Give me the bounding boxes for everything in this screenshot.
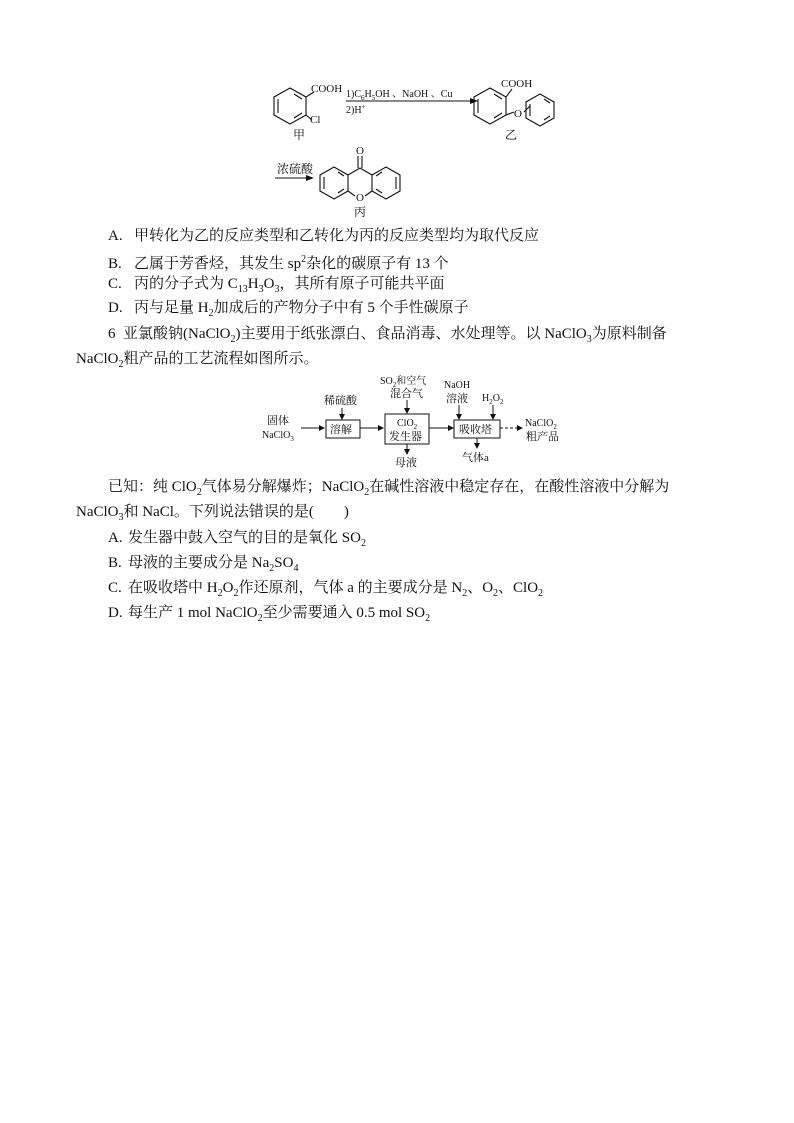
compound-yi bbox=[474, 88, 554, 126]
flow-product-chem: NaClO$_2$ bbox=[525, 418, 557, 431]
known-line1: 已知：纯 ClO$_2$气体易分解爆炸；NaClO$_2$在碱性溶液中稳定存在，在酸性溶液中分解为 bbox=[108, 479, 670, 498]
arrow2-conditions: 浓硫酸 bbox=[277, 162, 314, 176]
q6-option-d: D. 每生产 1 mol NaClO$_2$至少需要通入 0.5 mol $SO_2$ bbox=[108, 605, 431, 624]
bing-carbonyl-o: O bbox=[356, 145, 364, 157]
jia-cl: Cl bbox=[310, 114, 321, 126]
arrow1-conditions: $1)C_6H_5OH$ 、NaOH 、Cu bbox=[346, 89, 453, 102]
q5-option-c: C. 丙的分子式为 $C_{13}H_3O_3$，其所有原子可能共平面 bbox=[108, 276, 445, 295]
yi-o: O bbox=[514, 108, 522, 120]
yi-cooh: COOH bbox=[501, 78, 533, 90]
process-flow-diagram bbox=[250, 370, 570, 470]
q6-stem-line1: 6 亚氯酸钠(NaClO$_2$)主要用于纸张漂白、食品消毒、水处理等。以 NaClO$_3$为原料制备 bbox=[108, 326, 667, 345]
compound-jia bbox=[274, 88, 314, 124]
flow-mother-liquor: 母液 bbox=[395, 457, 417, 469]
q6-stem-line2: NaClO$_2$粗产品的工艺流程如图所示。 bbox=[76, 351, 319, 370]
q5-option-b: B. 乙属于芳香烃，其发生 $sp^2$杂化的碳原子有 13 个 bbox=[108, 254, 449, 272]
flow-acid: 稀硫酸 bbox=[324, 395, 357, 407]
arrow1-conditions-2: 2)H+ bbox=[346, 103, 366, 116]
flow-box-generator-line1: ClO$_2$ bbox=[397, 418, 418, 431]
q6-option-c: C. 在吸收塔中 $H_2O_2$作还原剂，气体 a 的主要成分是 $N_2$、$O_2$、ClO$_2$ bbox=[108, 580, 544, 599]
flow-input-chem: NaClO$_3$ bbox=[262, 430, 294, 443]
q6-option-a: A. 发生器中鼓入空气的目的是氧化 $SO_2$ bbox=[108, 530, 366, 549]
jia-label: 甲 bbox=[293, 128, 306, 142]
yi-label: 乙 bbox=[505, 128, 518, 142]
q5-option-a: A. 甲转化为乙的反应类型和乙转化为丙的反应类型均为取代反应 bbox=[108, 228, 540, 244]
flow-gas-a: 气体a bbox=[462, 452, 489, 464]
known-line2: NaClO$_3$和 NaCl。下列说法错误的是( ) bbox=[76, 504, 349, 523]
jia-cooh: COOH bbox=[311, 83, 343, 95]
flow-product: 粗产品 bbox=[526, 431, 559, 443]
q6-option-b: B. 母液的主要成分是 $Na_2SO_4$ bbox=[108, 555, 299, 574]
flow-naoh: NaOH bbox=[444, 380, 471, 391]
flow-box-dissolve-label: 溶解 bbox=[330, 424, 352, 436]
q5-option-d: D. 丙与足量 $H_2$加成后的产物分子中有 5 个手性碳原子 bbox=[108, 300, 469, 319]
flow-box-absorber-label: 吸收塔 bbox=[459, 424, 492, 436]
flow-naoh-2: 溶液 bbox=[446, 393, 468, 405]
flow-h2o2: $H_2O_2$ bbox=[482, 393, 504, 406]
flow-input-label: 固体 bbox=[267, 415, 289, 427]
bing-label: 丙 bbox=[354, 205, 367, 219]
flow-gas-in-2: 混合气 bbox=[390, 388, 423, 400]
reaction-scheme bbox=[0, 0, 794, 225]
bing-ring-o: O bbox=[356, 192, 364, 204]
flow-gas-in: $SO_2$和空气 bbox=[380, 376, 427, 389]
flow-box-generator-line2: 发生器 bbox=[389, 431, 422, 443]
